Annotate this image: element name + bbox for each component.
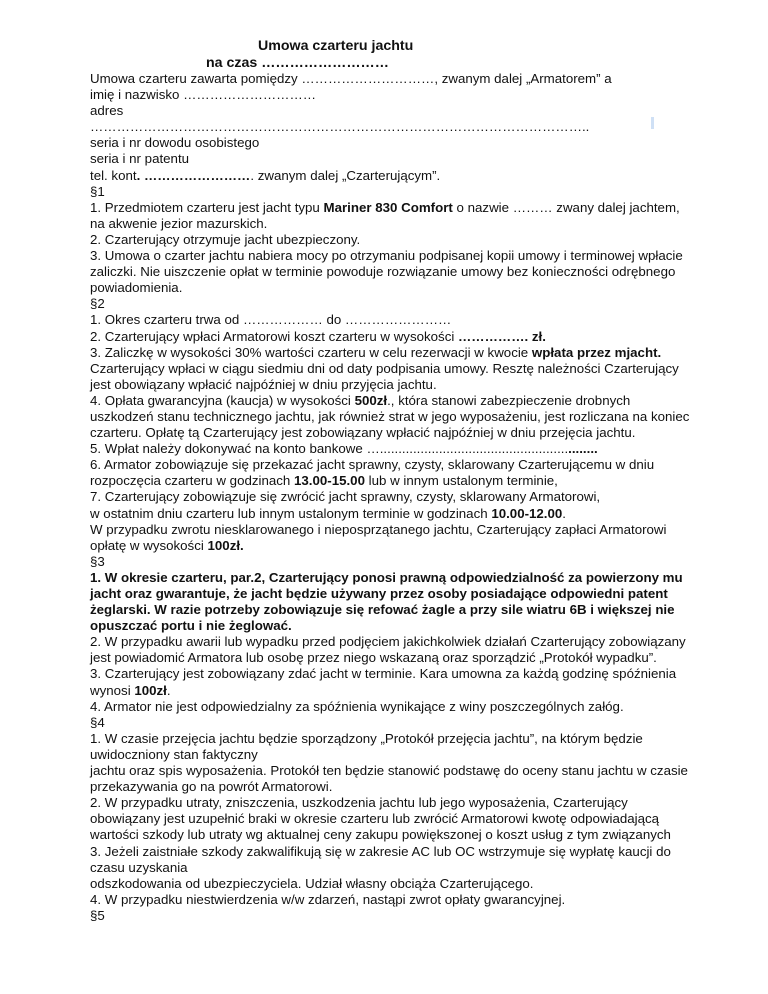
cleaning-fee: 100zł.	[207, 537, 244, 553]
s2-p3-rest: Czarterujący wpłaci w ciągu siedmiu dni od daty podpisania umowy. Resztę należności Czarterujący jest obowiązany wpłacić najpóźniej w dniu przyjęcia jachtu.	[90, 360, 679, 392]
s2-paragraph-7-line-2	[90, 506, 690, 522]
id-card-line: seria i nr dowodu osobistego	[90, 135, 260, 151]
late-penalty: 100zł	[134, 682, 167, 698]
s2-paragraph-4	[90, 393, 690, 441]
section-3-heading: §3	[90, 553, 105, 569]
s2-paragraph-6	[90, 457, 690, 489]
s1-paragraph-3: 3. Umowa o czarter jachtu nabiera mocy po otrzymaniu podpisanej kopii umowy i terminowej wpłacie zaliczki. Nie uiszczenie opłat w terminie powoduje rozwiązanie umowy bez konieczności odrębnego powiadomienia.	[90, 248, 683, 296]
s1-paragraph-1	[90, 200, 690, 232]
security-deposit: 500zł	[354, 392, 388, 408]
bank-account-dots: ........	[568, 441, 598, 457]
tel-suffix: . zwanym dalej „Czarterującym”.	[250, 167, 441, 183]
s3-paragraph-3	[90, 666, 690, 698]
s1-p1-rest: o nazwie ……… zwany dalej jachtem, na akwenie jezior mazurskich.	[90, 199, 680, 231]
s4-paragraph-2: 2. W przypadku utraty, zniszczenia, uszkodzenia jachtu lub jego wyposażenia, Czarterujący obowiązany jest uzupełnić braki w okresie czarteru lub zwrócić Armatorowi kwotę odpowiadającą wartości szkody lub utraty wg aktualnej ceny zakupu powiększonej o koszt usług z tym związanych	[90, 795, 671, 843]
s4-paragraph-4: 4. W przypadku niestwierdzenia w/w zdarzeń, nastąpi zwrot opłaty gwarancyjnej.	[90, 891, 566, 907]
s2-p4-rest: ., która stanowi zabezpieczenie drobnych uszkodzeń stanu technicznego jachtu, jak również strat w jego wyposażeniu, jest rozliczana na koniec czarteru. Opłatę tą Czarterujący jest zobowiązany wpłacić najpóźniej w dniu przejęcia jachtu.	[90, 392, 690, 441]
s2-p8-text: W przypadku zwrotu niesklarowanego i nieposprzątanego jachtu, Czarterujący zapłaci Armatorowi opłatę w wysokości	[90, 521, 667, 553]
s2-paragraph-1: 1. Okres czarteru trwa od ……………… do ……………………	[90, 312, 452, 328]
s3-p3-text: 3. Czarterujący jest zobowiązany zdać jacht w terminie. Kara umowna za każdą godzinę spóźnienia wynosi	[90, 666, 677, 698]
name-line: imię i nazwisko …………………………	[90, 87, 317, 103]
s1-paragraph-2: 2. Czarterujący otrzymuje jacht ubezpieczony.	[90, 231, 361, 247]
s2-paragraph-8	[90, 522, 690, 554]
bank-account-text: 5. Wpłat należy dokonywać na konto bankowe …...................................................	[90, 441, 569, 457]
s2-paragraph-2	[90, 329, 690, 345]
document-title: Umowa czarteru jachtu	[258, 38, 414, 54]
s2-p6-rest: lub w innym ustalonym terminie,	[364, 473, 558, 489]
document-subtitle: na czas ………………………	[206, 54, 389, 71]
s3-p3-rest: .	[166, 682, 171, 698]
s4-paragraph-1-line-2: jachtu oraz spis wyposażenia. Protokół ten będzie stanowić podstawę do oceny stanu jachtu w czasie przekazywania go na powrót Armatorowi.	[90, 763, 688, 795]
s4-paragraph-3-line-2: odszkodowania od ubezpieczyciela. Udział własny obciąża Czarterującego.	[90, 875, 534, 891]
parties-line: Umowa czarteru zawarta pomiędzy …………………………, zwanym dalej „Armatorem” a	[90, 71, 612, 86]
address-dots: …………………………………………………………………………………………………..	[90, 119, 590, 135]
s2-paragraph-7-line-1: 7. Czarterujący zobowiązuje się zwrócić jacht sprawny, czysty, sklarowany Armatorowi,	[90, 489, 601, 505]
s1-p1-text: 1. Przedmiotem czarteru jest jacht typu	[90, 199, 324, 215]
section-1-heading: §1	[90, 183, 105, 199]
address-label: adres	[90, 103, 124, 119]
s4-paragraph-1-line-1: 1. W czasie przejęcia jachtu będzie sporządzony „Protokół przejęcia jachtu”, na którym będzie uwidoczniony stan faktyczny	[90, 730, 643, 762]
s3-paragraph-4: 4. Armator nie jest odpowiedzialny za spóźnienia wynikające z winy poszczególnych załóg.	[90, 698, 624, 714]
s2-p3-text: 3. Zaliczkę w wysokości 30% wartości czarteru w celu rezerwacji w kwocie	[90, 344, 532, 360]
s3-paragraph-1	[90, 570, 690, 634]
liability-clause: 1. W okresie czarteru, par.2, Czarterujący ponosi prawną odpowiedzialność za powierzony mu jacht oraz gwarantuje, że jacht będzie używany przez osoby posiadające odpowiedni patent żeglarski. W razie potrzeby zobowiązuje się refować żagle a przy sile wiatru 6B i większej nie opuszczać portu i nie żeglować.	[90, 569, 683, 634]
return-hours: 10.00-12.00	[491, 505, 563, 521]
tel-line	[90, 168, 690, 184]
yacht-type: Mariner 830 Comfort	[323, 199, 453, 215]
section-4-heading: §4	[90, 714, 105, 730]
handover-hours: 13.00-15.00	[294, 473, 365, 489]
s2-p6-text: 6. Armator zobowiązuje się przekazać jacht sprawny, czysty, sklarowany Czarterującemu w dniu rozpoczęcia czarteru w godzinach	[90, 457, 655, 489]
deposit-amount: wpłata przez mjacht.	[531, 344, 662, 360]
charter-cost: ……………. zł.	[458, 328, 546, 344]
contract-document	[90, 38, 690, 924]
s3-paragraph-2: 2. W przypadku awarii lub wypadku przed podjęciem jakichkolwiek działań Czarterujący zobowiązany jest powiadomić Armatora lub osobę przez niego wskazaną oraz sporządzić „Protokół wypadku”.	[90, 634, 686, 666]
section-2-heading: §2	[90, 296, 105, 312]
tel-label: tel. kont	[90, 167, 137, 183]
section-5-heading: §5	[90, 907, 105, 923]
s2-p4-text: 4. Opłata gwarancyjna (kaucja) w wysokości	[90, 392, 355, 408]
s2-p7-rest: .	[562, 505, 566, 521]
tel-dots: . ……………………	[136, 167, 251, 183]
s2-p2-text: 2. Czarterujący wpłaci Armatorowi koszt czarteru w wysokości	[90, 328, 458, 344]
s2-paragraph-3	[90, 345, 690, 393]
s2-paragraph-5	[90, 441, 690, 457]
patent-line: seria i nr patentu	[90, 151, 190, 167]
s2-p7-text: w ostatnim dniu czarteru lub innym ustalonym terminie w godzinach	[90, 505, 492, 521]
s4-paragraph-3-line-1: 3. Jeżeli zaistniałe szkody zakwalifikują się w zakresie AC lub OC wstrzymuje się wypłatę kaucji do czasu uzyskania	[90, 843, 671, 875]
